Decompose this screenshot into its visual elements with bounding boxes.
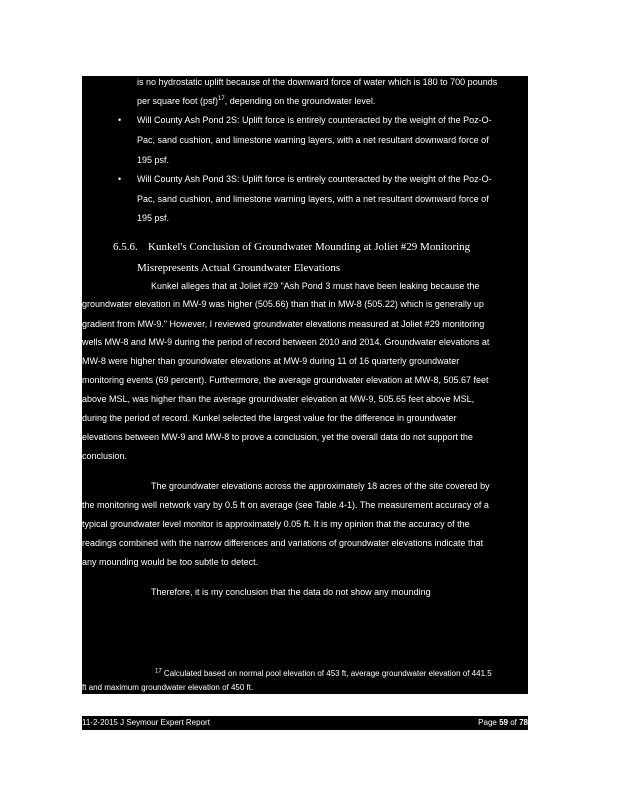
para1-line: elevations between MW-9 and MW-8 to prove a conclusion, yet the overall data do not support the bbox=[82, 432, 473, 442]
footer-page-current: 59 bbox=[499, 718, 508, 727]
para2-line: The groundwater elevations across the approximately 18 acres of the site covered by bbox=[151, 481, 490, 491]
bullet-intro-line2 bbox=[137, 95, 375, 108]
para1-line: groundwater elevation in MW-9 was higher (505.66) than that in MW-8 (505.22) which is generally up bbox=[82, 299, 484, 309]
footer-page-mid: of bbox=[507, 718, 520, 727]
bullet-25-line3: 195 psf. bbox=[137, 155, 170, 165]
bullet-35-line1: Will County Ash Pond 3S: Uplift force is entirely counteracted by the weight of the Poz-O- bbox=[137, 174, 492, 184]
section-title-line1: Kunkel's Conclusion of Groundwater Mounding at Joliet #29 Monitoring bbox=[148, 241, 471, 253]
para3-line: Therefore, it is my conclusion that the data do not show any mounding bbox=[151, 587, 431, 597]
para1-line: Kunkel alleges that at Joliet #29 "Ash Pond 3 must have been leaking because the bbox=[151, 281, 480, 291]
para1-line: during the period of record. Kunkel selected the largest value for the difference in groundwater bbox=[82, 413, 457, 423]
bullet-35-line2: Pac, sand cushion, and limestone warning layers, with a net resultant downward force of bbox=[137, 194, 489, 204]
para1-line: MW-8 were higher than groundwater elevations at MW-9 during 11 of 16 quarterly groundwater bbox=[82, 356, 460, 366]
footer-page-prefix: Page bbox=[478, 718, 500, 727]
footnote-marker: 17 bbox=[155, 668, 162, 675]
bullet-dot-icon: • bbox=[118, 174, 122, 184]
footer-page-number bbox=[478, 717, 528, 729]
bullet-intro-line2-text: per square foot (psf) bbox=[137, 96, 219, 106]
para2-line: any mounding would be too subtle to detect. bbox=[82, 557, 259, 567]
bullet-intro-line2-end: , depending on the groundwater level. bbox=[224, 96, 376, 106]
para1-line: conclusion. bbox=[82, 451, 128, 461]
para2-line: readings combined with the narrow differences and variations of groundwater elevations indicate that bbox=[82, 538, 484, 548]
para1-line: wells MW-8 and MW-9 during the period of record between 2010 and 2014. Groundwater elevations at bbox=[82, 337, 490, 347]
footnote-line1 bbox=[155, 668, 492, 679]
para1-line: above MSL, was higher than the average groundwater elevation at MW-9, 505.65 feet above MSL, bbox=[82, 394, 475, 404]
footer-page-total: 78 bbox=[519, 718, 528, 727]
footnote-line1-text: Calculated based on normal pool elevation of 453 ft, average groundwater elevation of 441.5 bbox=[161, 669, 492, 678]
footnote-line2: ft and maximum groundwater elevation of 450 ft. bbox=[82, 683, 254, 692]
footnote-ref-17: 17 bbox=[218, 96, 225, 102]
footer-report-title: 11-2-2015 J Seymour Expert Report bbox=[82, 718, 210, 727]
bullet-dot-icon: • bbox=[118, 115, 122, 125]
para1-line: monitoring events (69 percent). Furthermore, the average groundwater elevation at MW-8, 505.67 feet bbox=[82, 375, 489, 385]
section-title-line2: Misrepresents Actual Groundwater Elevations bbox=[137, 262, 341, 274]
bullet-35-line3: 195 psf. bbox=[137, 213, 170, 223]
bullet-25-line1: Will County Ash Pond 2S: Uplift force is entirely counteracted by the weight of the Poz-O- bbox=[137, 115, 492, 125]
para1-line: gradient from MW-9." However, I reviewed groundwater elevations measured at Joliet #29 monitoring bbox=[82, 319, 485, 329]
section-number: 6.5.6. bbox=[113, 241, 138, 253]
bullet-25-line2: Pac, sand cushion, and limestone warning layers, with a net resultant downward force of bbox=[137, 135, 489, 145]
bullet-intro-line1: is no hydrostatic uplift because of the downward force of water which is 180 to 700 pounds bbox=[137, 77, 498, 87]
para2-line: the monitoring well network vary by 0.5 ft on average (see Table 4-1). The measurement accuracy of a bbox=[82, 500, 489, 510]
para2-line: typical groundwater level monitor is approximately 0.05 ft. It is my opinion that the accuracy of the bbox=[82, 519, 470, 529]
